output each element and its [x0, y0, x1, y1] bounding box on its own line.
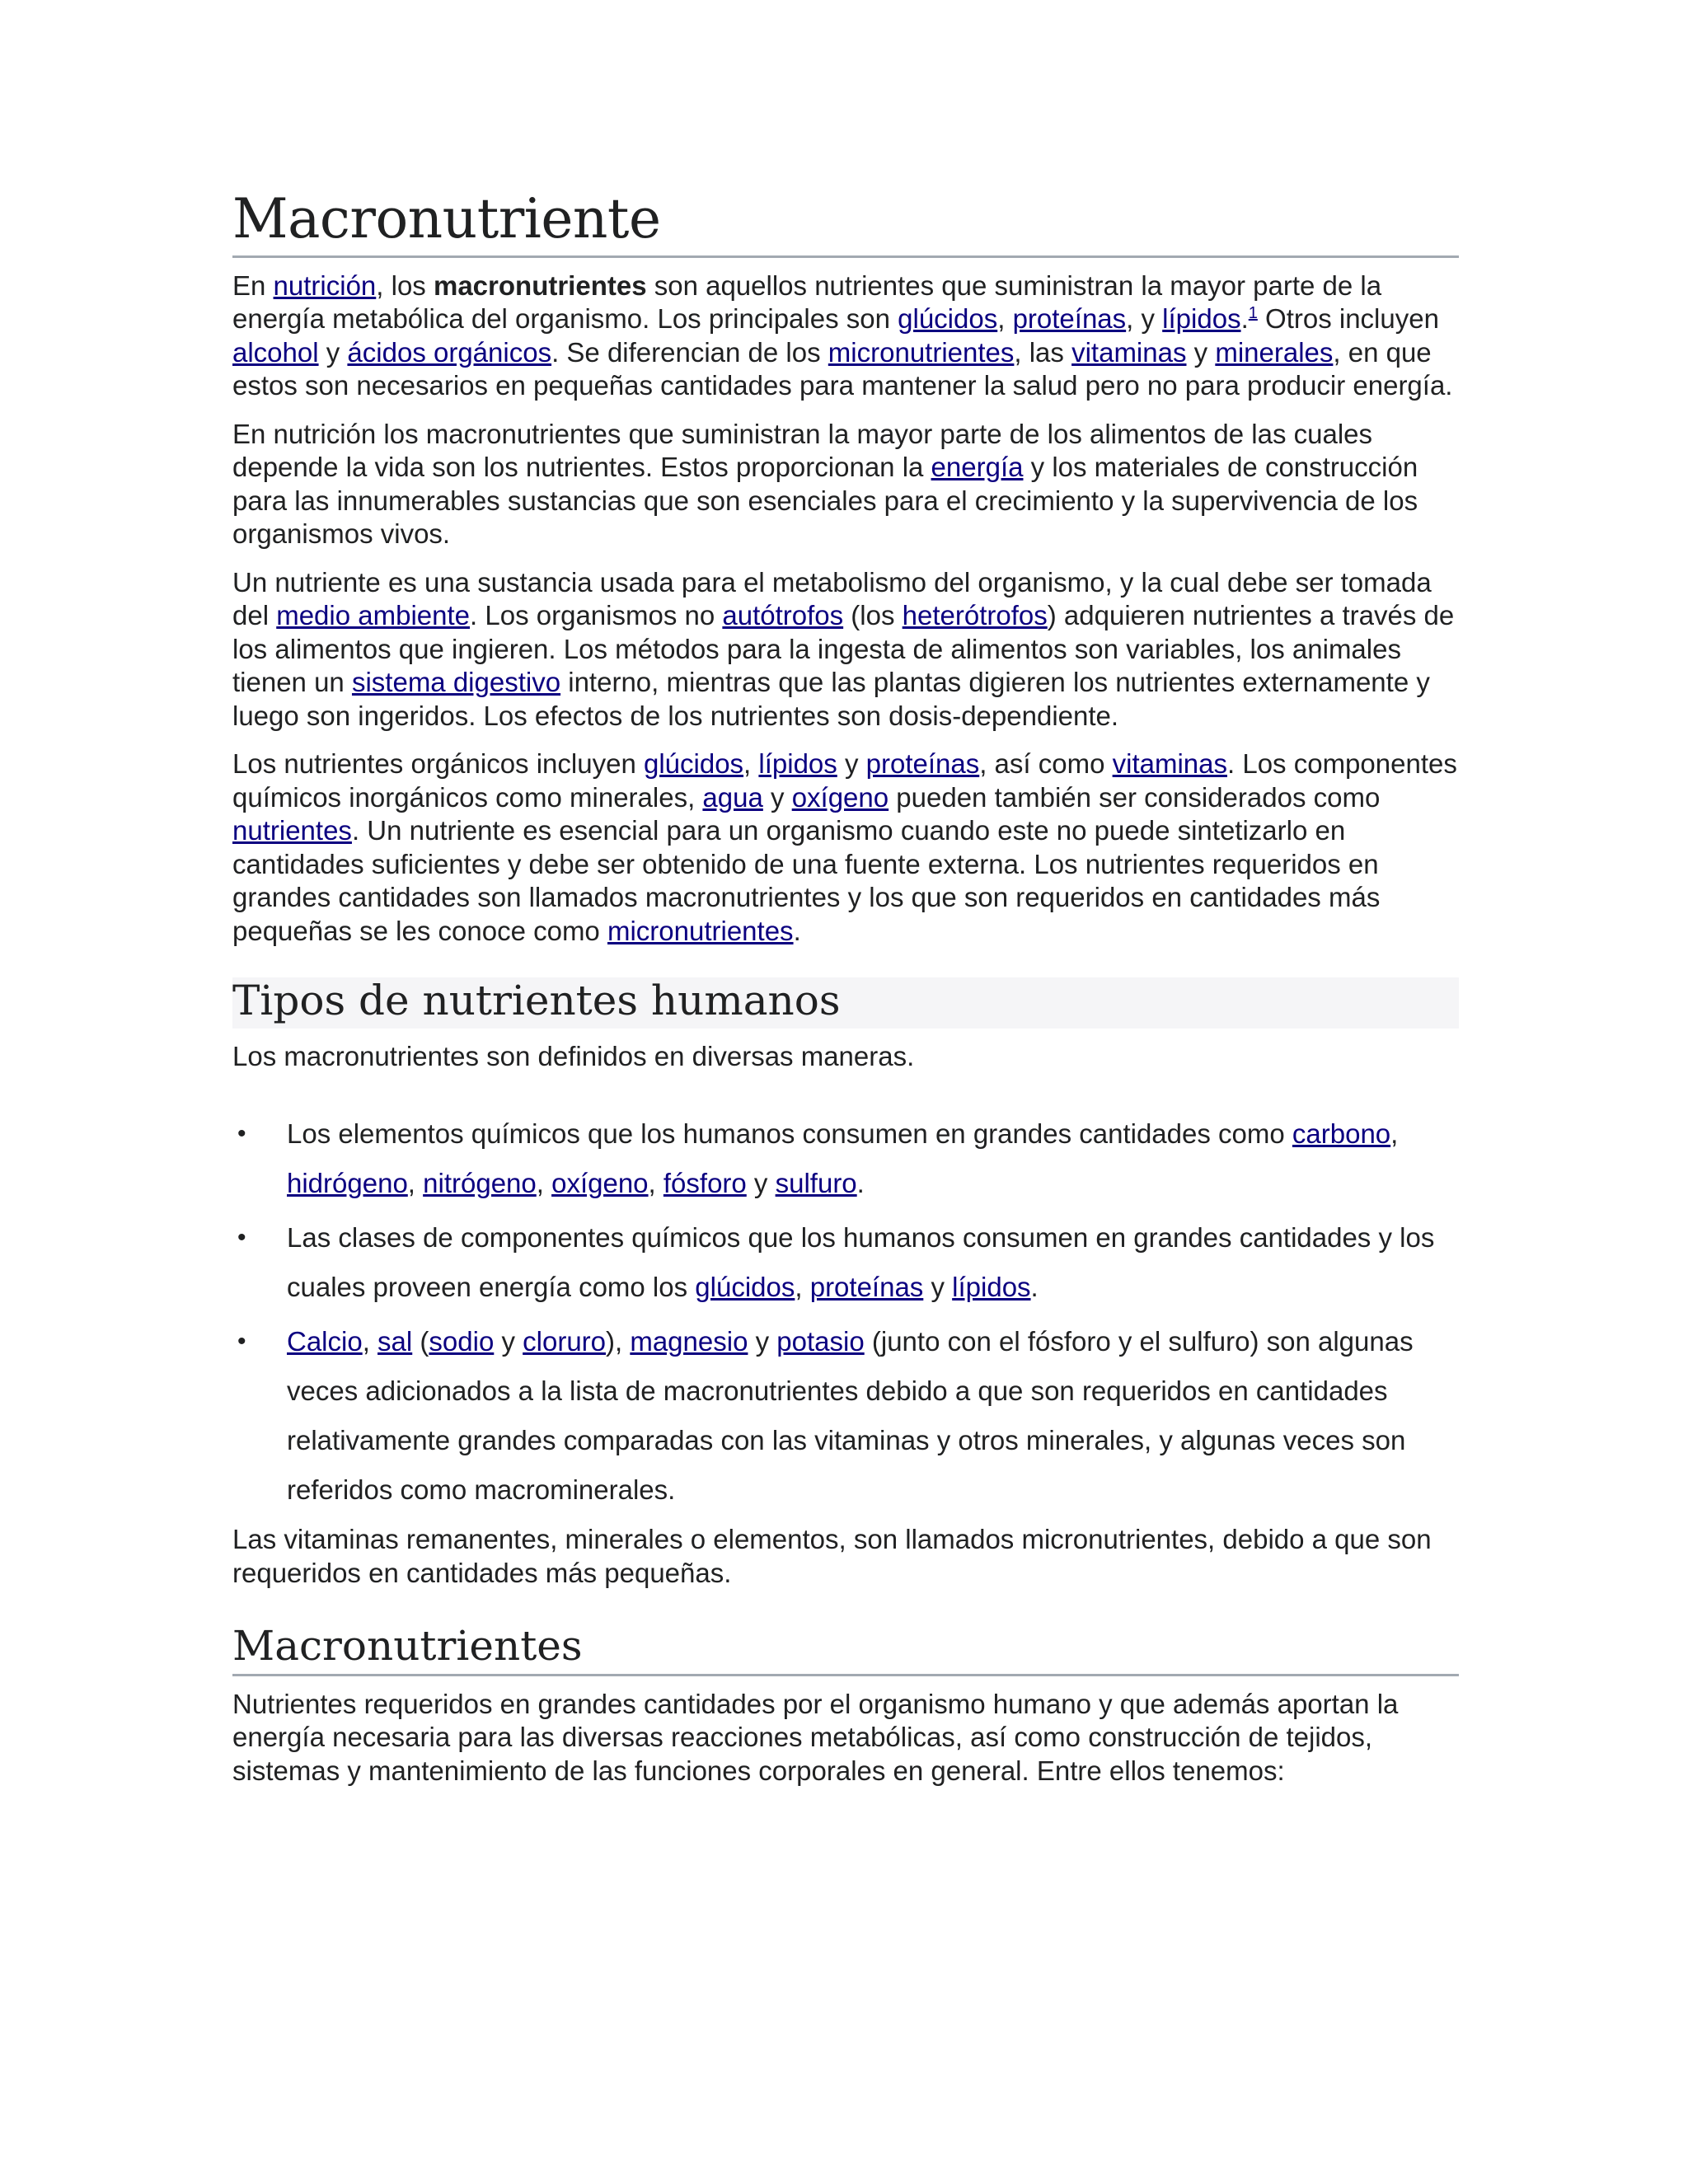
link-potasio[interactable]: potasio — [776, 1326, 865, 1357]
link-agua[interactable]: agua — [702, 781, 763, 813]
link-oxigeno[interactable]: oxígeno — [791, 781, 889, 813]
section-heading-tipos: Tipos de nutrientes humanos — [232, 977, 1459, 1029]
link-glucidos[interactable]: glúcidos — [643, 748, 744, 780]
text: , las — [1014, 336, 1072, 368]
text: , — [1390, 1118, 1399, 1150]
text: , en que estos son necesarios en pequeñas cantidades para mantener la salud pero no para producir energía. — [232, 336, 1453, 401]
text: y — [748, 1326, 777, 1357]
text: , y — [1126, 303, 1163, 335]
bold-term: macronutrientes — [433, 269, 647, 301]
text: . — [793, 915, 801, 946]
text: Las clases de componentes químicos que los humanos consumen en grandes cantidades y los cuales proveen energía como los — [287, 1222, 1435, 1303]
link-glucidos[interactable]: glúcidos — [695, 1272, 795, 1303]
text: En — [232, 269, 274, 301]
link-nutrientes[interactable]: nutrientes — [232, 815, 352, 846]
section-heading-macronutrientes: Macronutrientes — [232, 1623, 1459, 1676]
text: , — [997, 303, 1013, 335]
link-magnesio[interactable]: magnesio — [630, 1326, 748, 1357]
list-item — [232, 1213, 1459, 1312]
link-calcio[interactable]: Calcio — [287, 1326, 363, 1357]
text: , los — [376, 269, 434, 301]
text: Los elementos químicos que los humanos consumen en grandes cantidades como — [287, 1118, 1292, 1150]
paragraph-intro — [232, 269, 1459, 403]
text: y — [746, 1168, 776, 1199]
text: Otros incluyen — [1257, 303, 1439, 335]
paragraph-nutriente — [232, 566, 1459, 733]
text: pueden también ser considerados como — [889, 781, 1381, 813]
link-sulfuro[interactable]: sulfuro — [775, 1168, 857, 1199]
text: y — [762, 781, 792, 813]
text: (junto con el fósforo y el sulfuro) son algunas veces adicionados a la lista de macronutrientes debido a que son requeridos en cantidades relativamente grandes comparadas con las vitaminas y otros minerales, y algunas veces son referidos como macrominerales. — [287, 1326, 1414, 1506]
text: . — [1240, 303, 1249, 335]
text: ), — [606, 1326, 631, 1357]
text: En nutrición los macronutrientes que suministran la mayor parte de los alimentos de las cuales depende la vida son los nutrientes. Estos proporcionan la — [232, 418, 1373, 483]
link-lipidos[interactable]: lípidos — [758, 748, 837, 780]
text: Un nutriente es una sustancia usada para el metabolismo del organismo, y la cual debe ser tomada del — [232, 566, 1432, 631]
link-sistema-digestivo[interactable]: sistema digestivo — [351, 667, 561, 698]
text: interno, mientras que las plantas digieren los nutrientes externamente y luego son ingeridos. Los efectos de los nutrientes son dosis-dependiente. — [232, 667, 1430, 731]
link-vitaminas[interactable]: vitaminas — [1112, 748, 1227, 780]
link-medio-ambiente[interactable]: medio ambiente — [276, 600, 471, 631]
paragraph-energia — [232, 418, 1459, 551]
link-cloruro[interactable]: cloruro — [523, 1326, 607, 1357]
link-lipidos[interactable]: lípidos — [1162, 303, 1241, 335]
link-fosforo[interactable]: fósforo — [663, 1168, 747, 1199]
section-outro: Las vitaminas remanentes, minerales o elementos, son llamados micronutrientes, debido a que son requeridos en cantidades más pequeñas. — [232, 1524, 1432, 1588]
bullet-icon: • — [237, 1224, 246, 1252]
nutrient-types-list — [232, 1109, 1459, 1515]
article-content — [232, 188, 1459, 1802]
link-glucidos[interactable]: glúcidos — [898, 303, 998, 335]
text: ( — [412, 1326, 429, 1357]
text: y — [923, 1272, 953, 1303]
link-acidos-organicos[interactable]: ácidos orgánicos — [347, 336, 552, 368]
link-nutricion[interactable]: nutrición — [273, 269, 377, 301]
list-item — [232, 1317, 1459, 1515]
bullet-icon: • — [237, 1120, 246, 1148]
link-lipidos[interactable]: lípidos — [952, 1272, 1031, 1303]
text: ) adquieren nutrientes a través de los alimentos que ingieren. Los métodos para la ingesta de alimentos son variables, los animales tienen un — [232, 600, 1455, 698]
text: . — [856, 1168, 865, 1199]
link-alcohol[interactable]: alcohol — [232, 336, 319, 368]
link-carbono[interactable]: carbono — [1292, 1118, 1391, 1150]
list-item — [232, 1109, 1459, 1208]
paragraph-organicos — [232, 748, 1459, 948]
text: (los — [843, 600, 903, 631]
link-hidrogeno[interactable]: hidrógeno — [287, 1168, 408, 1199]
link-proteinas[interactable]: proteínas — [865, 748, 980, 780]
link-heterotrofos[interactable]: heterótrofos — [902, 600, 1048, 631]
link-oxigeno[interactable]: oxígeno — [551, 1168, 649, 1199]
text: . — [1030, 1272, 1039, 1303]
link-micronutrientes[interactable]: micronutrientes — [828, 336, 1015, 368]
text: son aquellos nutrientes que suministran la mayor parte de la energía metabólica del organismo. Los principales son — [232, 269, 1382, 335]
text: , — [648, 1168, 663, 1199]
text: y — [494, 1326, 523, 1357]
text: y — [837, 748, 866, 780]
text: . Un nutriente es esencial para un organismo cuando este no puede sintetizarlo en cantidades suficientes y debe ser obtenido de una fuente externa. Los nutrientes requeridos en grandes cantidades son llamados macronutrientes y los que son requeridos en cantidades más pequeñas se les conoce como — [232, 815, 1381, 946]
link-nitrogeno[interactable]: nitrógeno — [423, 1168, 537, 1199]
link-sal[interactable]: sal — [377, 1326, 413, 1357]
text: . Se diferencian de los — [551, 336, 828, 368]
link-vitaminas[interactable]: vitaminas — [1071, 336, 1187, 368]
paragraph-macronutrientes: Nutrientes requeridos en grandes cantidades por el organismo humano y que además aportan la energía necesaria para las diversas reacciones metabólicas, así como construcción de tejidos, sistemas y mantenimiento de las funciones corporales en general. Entre ellos tenemos: — [232, 1688, 1399, 1786]
text: y — [1186, 336, 1216, 368]
link-autotrofos[interactable]: autótrofos — [722, 600, 844, 631]
text: , — [407, 1168, 424, 1199]
text: , — [362, 1326, 378, 1357]
link-micronutrientes[interactable]: micronutrientes — [607, 915, 794, 946]
link-proteinas[interactable]: proteínas — [809, 1272, 924, 1303]
bullet-icon: • — [237, 1328, 246, 1356]
section-intro: Los macronutrientes son definidos en diversas maneras. — [232, 1040, 915, 1071]
text: . Los componentes químicos inorgánicos como minerales, — [232, 748, 1457, 813]
link-minerales[interactable]: minerales — [1215, 336, 1334, 368]
text: y — [318, 336, 348, 368]
text: , — [743, 748, 759, 780]
text: Los nutrientes orgánicos incluyen — [232, 748, 644, 780]
text: y los materiales de construcción para las innumerables sustancias que son esenciales para el crecimiento y la supervivencia de los organismos vivos. — [232, 452, 1418, 550]
page-title: Macronutriente — [232, 188, 1459, 258]
reference-link[interactable]: 1 — [1248, 304, 1258, 323]
link-sodio[interactable]: sodio — [429, 1326, 495, 1357]
text: , — [795, 1272, 810, 1303]
text: . Los organismos no — [470, 600, 723, 631]
link-proteinas[interactable]: proteínas — [1012, 303, 1127, 335]
text: , — [536, 1168, 552, 1199]
text: , así como — [979, 748, 1113, 780]
link-energia[interactable]: energía — [931, 452, 1024, 483]
